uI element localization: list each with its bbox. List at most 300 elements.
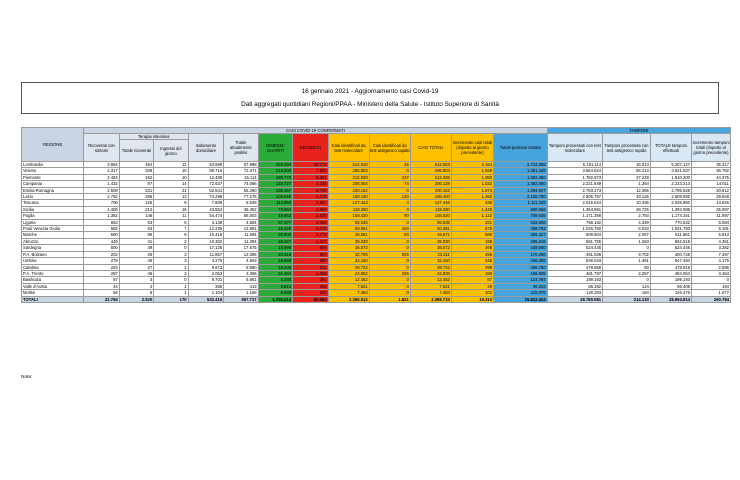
value-cell: 2.886: [691, 264, 730, 270]
value-cell: 0: [369, 187, 410, 193]
value-cell: 108.430: [328, 213, 369, 219]
region-cell: Sardegna: [22, 245, 84, 251]
header-ti-totale: Totale ricoverati: [119, 140, 153, 162]
value-cell: 291: [293, 277, 329, 283]
value-cell: 4.603: [224, 258, 258, 264]
value-cell: 127.443: [328, 200, 369, 206]
value-cell: 22.784: [84, 296, 120, 302]
header-incremento-casi: Incremento casi totali (rispetto al giorno precedente): [451, 134, 493, 162]
value-cell: 9.702: [603, 251, 651, 257]
value-cell: 7.932: [293, 168, 329, 174]
value-cell: 199.193: [650, 277, 691, 283]
value-cell: 216.500: [258, 168, 292, 174]
header-dimessi: DIMESSI/ GUARITI: [258, 134, 292, 162]
value-cell: 0: [603, 245, 651, 251]
value-cell: 69.716: [188, 168, 224, 174]
value-cell: 1.364: [603, 181, 651, 187]
value-cell: 184: [603, 290, 651, 296]
value-cell: 0: [369, 245, 410, 251]
value-cell: 12.085: [224, 251, 258, 257]
header-region: REGIONE: [22, 128, 84, 162]
value-cell: 11.094: [224, 232, 258, 238]
value-cell: 28.780.581: [547, 296, 603, 302]
value-cell: 80.683: [293, 296, 329, 302]
value-cell: 10: [154, 174, 188, 180]
value-cell: 170.250: [494, 251, 548, 257]
value-cell: 5.280: [258, 277, 292, 283]
value-cell: 7.621: [410, 283, 451, 289]
value-cell: 20.812: [691, 187, 730, 193]
value-cell: 65.535: [410, 219, 451, 225]
value-cell: 562.518: [650, 238, 691, 244]
value-cell: 2.508: [84, 187, 120, 193]
value-cell: 1.810.200: [650, 174, 691, 180]
value-cell: 44: [84, 283, 120, 289]
value-cell: 1.168: [224, 290, 258, 296]
region-cell: P.A. Bolzano: [22, 251, 84, 257]
value-cell: 2.464: [84, 174, 120, 180]
value-cell: 4.276: [188, 258, 224, 264]
value-cell: 2.793: [603, 213, 651, 219]
value-cell: 807: [293, 251, 329, 257]
value-cell: 296.803: [410, 168, 451, 174]
value-cell: 124.764: [494, 277, 548, 283]
value-cell: 557.717: [224, 296, 258, 302]
value-cell: 28.427: [258, 238, 292, 244]
value-cell: 413: [224, 283, 258, 289]
value-cell: 36.762: [691, 168, 730, 174]
value-cell: 2.752: [84, 194, 120, 200]
value-cell: 0: [154, 245, 188, 251]
region-cell: Sicilia: [22, 206, 84, 212]
value-cell: 57.377: [258, 219, 292, 225]
value-cell: 29: [451, 283, 493, 289]
value-cell: 231: [119, 187, 153, 193]
value-cell: 66.282: [547, 283, 603, 289]
value-cell: 49: [119, 245, 153, 251]
value-cell: 260.784: [691, 296, 730, 302]
value-cell: 2.722.288: [494, 162, 548, 168]
value-cell: 1.281.448: [494, 168, 548, 174]
value-cell: 0: [369, 277, 410, 283]
covid-data-table: [21, 127, 731, 303]
value-cell: 48.591: [328, 232, 369, 238]
region-cell: Abruzzo: [22, 238, 84, 244]
value-cell: 8.381: [293, 174, 329, 180]
value-cell: 7.808: [188, 200, 224, 206]
value-cell: 1.393.086: [650, 206, 691, 212]
value-cell: 127.446: [410, 200, 451, 206]
value-cell: 1.171.368: [547, 213, 603, 219]
value-cell: 200.152: [410, 187, 451, 193]
header-molecolare: Casi identificati da test molecolare: [328, 134, 369, 162]
value-cell: 0: [369, 206, 410, 212]
value-cell: 561.755: [547, 238, 603, 244]
value-cell: 2.070: [293, 226, 329, 232]
value-cell: 478.858: [547, 264, 603, 270]
page-title: 16 gennaio 2021 - Aggiornamento casi Covid-19: [301, 88, 439, 95]
value-cell: 206.054: [328, 181, 369, 187]
value-cell: 11.857: [188, 251, 224, 257]
value-cell: 875: [451, 226, 493, 232]
value-cell: 90: [369, 213, 410, 219]
value-cell: 547.494: [650, 258, 691, 264]
value-cell: 54.474: [188, 213, 224, 219]
value-cell: 0: [369, 264, 410, 270]
value-cell: 97: [119, 181, 153, 187]
value-cell: 115.076: [494, 290, 548, 296]
value-cell: 12.452: [328, 277, 369, 283]
value-cell: 35.317: [691, 162, 730, 168]
value-cell: 49.671: [410, 232, 451, 238]
region-cell: Molise: [22, 290, 84, 296]
value-cell: 456: [451, 251, 493, 257]
value-cell: 3: [369, 200, 410, 206]
value-cell: 2.155.760: [494, 194, 548, 200]
value-cell: 1.482.060: [494, 181, 548, 187]
value-cell: 481.797: [547, 270, 603, 276]
value-cell: 1.317: [293, 238, 329, 244]
header-persone-testate: Totale persone testate: [494, 134, 548, 162]
value-cell: 266.388: [494, 258, 548, 264]
value-cell: 3.621.037: [650, 168, 691, 174]
value-cell: 60.381: [410, 226, 451, 232]
value-cell: 2.257: [603, 270, 651, 276]
value-cell: 2.509.082: [650, 194, 691, 200]
value-cell: 1.432: [84, 181, 120, 187]
value-cell: 0: [369, 168, 410, 174]
value-cell: 1.782.973: [547, 174, 603, 180]
region-cell: Emilia-Romagna: [22, 187, 84, 193]
region-cell: TOTALI: [22, 296, 84, 302]
region-cell: Puglia: [22, 213, 84, 219]
value-cell: 1.821: [369, 296, 410, 302]
value-cell: 57.998: [224, 162, 258, 168]
value-cell: 5.813: [691, 232, 730, 238]
value-cell: 39.030: [410, 238, 451, 244]
value-cell: 24.682: [328, 270, 369, 276]
value-cell: 368.762: [494, 226, 548, 232]
value-cell: 12.981: [224, 226, 258, 232]
value-cell: 1.446: [451, 206, 493, 212]
value-cell: 1.263: [603, 238, 651, 244]
value-cell: 200.152: [328, 187, 369, 193]
value-cell: 8: [154, 200, 188, 206]
note-label: Note:: [21, 375, 33, 380]
value-cell: 33.211: [410, 251, 451, 257]
value-cell: 1.031.793: [650, 226, 691, 232]
value-cell: 0: [691, 277, 730, 283]
value-cell: 25.097: [691, 206, 730, 212]
value-cell: 199.193: [547, 277, 603, 283]
value-cell: 66.406: [650, 283, 691, 289]
value-cell: 0: [369, 238, 410, 244]
value-cell: 609.804: [547, 232, 603, 238]
value-cell: 1.077: [691, 290, 730, 296]
value-cell: 7.483: [328, 290, 369, 296]
value-cell: 59.961: [328, 226, 369, 232]
value-cell: 27.228: [603, 174, 651, 180]
header-terapia-intensiva: Terapia intensiva: [119, 134, 188, 140]
value-cell: 74.066: [224, 181, 258, 187]
value-cell: 0: [154, 277, 188, 283]
value-cell: 11.394: [224, 238, 258, 244]
value-cell: 212: [119, 206, 153, 212]
value-cell: 12: [154, 162, 188, 168]
value-cell: 689: [293, 258, 329, 264]
value-cell: 12.488: [188, 174, 224, 180]
value-cell: 0: [369, 258, 410, 264]
value-cell: 194: [691, 283, 730, 289]
value-cell: 449: [84, 238, 120, 244]
value-cell: 546.043: [547, 258, 603, 264]
value-cell: 7.483: [410, 290, 451, 296]
header-attualmente-positivi: Totale attualmente positivi: [224, 134, 258, 162]
region-cell: Basilicata: [22, 277, 84, 283]
value-cell: 16.013: [603, 162, 651, 168]
value-cell: 2.026.960: [650, 200, 691, 206]
value-cell: 1.451: [603, 258, 651, 264]
value-cell: 1.532: [451, 181, 493, 187]
value-cell: 245: [451, 258, 493, 264]
value-cell: 3.664: [84, 162, 120, 168]
value-cell: 45.328: [258, 226, 292, 232]
value-cell: 532.415: [188, 296, 224, 302]
value-cell: 3.564.824: [547, 168, 603, 174]
value-cell: 9.673: [188, 264, 224, 270]
value-cell: 484.054: [650, 270, 691, 276]
header-tamponi-molecolare: Tamponi processati con test molecolare: [547, 134, 603, 162]
value-cell: 524.445: [650, 245, 691, 251]
value-cell: 3.957: [293, 200, 329, 206]
value-cell: 682: [84, 226, 120, 232]
value-cell: 1.282: [451, 194, 493, 200]
value-cell: 8.705: [293, 187, 329, 193]
value-cell: 2.505.757: [547, 194, 603, 200]
header-tamponi-totale: TOTALE tamponi effettuati: [650, 134, 691, 162]
value-cell: 119.290: [410, 206, 451, 212]
value-cell: 1.674: [451, 187, 493, 193]
value-cell: 14.611: [691, 181, 730, 187]
value-cell: 338: [119, 168, 153, 174]
value-cell: 108.520: [410, 213, 451, 219]
value-cell: 14.526: [691, 200, 730, 206]
header-casi-totali: CASI TOTALI: [410, 134, 451, 162]
value-cell: 590: [84, 232, 120, 238]
value-cell: 321: [451, 219, 493, 225]
value-cell: 29.848: [691, 194, 730, 200]
value-cell: 24.375: [691, 174, 730, 180]
value-cell: 212.265: [410, 174, 451, 180]
value-cell: 6.084: [691, 219, 730, 225]
value-cell: 1.104: [188, 290, 224, 296]
value-cell: 28.725: [603, 206, 651, 212]
value-cell: 2.386: [224, 270, 258, 276]
value-cell: 5.033: [603, 226, 651, 232]
value-cell: 63: [119, 219, 153, 225]
value-cell: 296.803: [328, 168, 369, 174]
value-cell: 21.494: [258, 270, 292, 276]
region-cell: Calabria: [22, 264, 84, 270]
value-cell: 2.057: [603, 232, 651, 238]
value-cell: 436: [451, 200, 493, 206]
value-cell: 74.298: [188, 194, 224, 200]
value-cell: 2.016.624: [547, 200, 603, 206]
value-cell: 15.114: [224, 174, 258, 180]
value-cell: 898: [293, 245, 329, 251]
value-cell: 8: [154, 232, 188, 238]
region-cell: Valle d'Aosta: [22, 283, 84, 289]
value-cell: 1.364.861: [547, 206, 603, 212]
value-cell: 32.150: [410, 258, 451, 264]
value-cell: 10.336: [603, 200, 651, 206]
value-cell: 188.770: [258, 174, 292, 180]
value-cell: 170: [154, 296, 188, 302]
region-cell: Liguria: [22, 219, 84, 225]
value-cell: 900.666: [494, 206, 548, 212]
region-cell: Campania: [22, 181, 84, 187]
value-cell: 293: [84, 264, 120, 270]
value-cell: 18.200: [258, 264, 292, 270]
value-cell: 10: [154, 168, 188, 174]
value-cell: 28.722: [328, 264, 369, 270]
value-cell: 12.452: [410, 277, 451, 283]
region-cell: Toscana: [22, 200, 84, 206]
value-cell: 770.532: [650, 219, 691, 225]
value-cell: 1: [154, 264, 188, 270]
value-cell: 4.351: [691, 238, 730, 244]
value-cell: 16.999: [258, 245, 292, 251]
value-cell: 3.464: [691, 270, 730, 276]
value-cell: 1.772: [293, 232, 329, 238]
value-cell: 1.052.390: [494, 174, 548, 180]
value-cell: 125: [119, 200, 153, 206]
value-cell: 3.335: [293, 181, 329, 187]
value-cell: 2.368.733: [410, 296, 451, 302]
value-cell: 342.608: [494, 219, 548, 225]
value-cell: 119.290: [328, 206, 369, 212]
value-cell: 0: [603, 277, 651, 283]
value-cell: 126.293: [547, 290, 603, 296]
value-cell: 24.938: [410, 270, 451, 276]
value-cell: 3.282: [691, 245, 730, 251]
value-cell: 8: [119, 290, 153, 296]
header-antigenico: Casi identificati da test antigenico rapido: [369, 134, 410, 162]
value-cell: 611.861: [650, 232, 691, 238]
value-cell: 7: [154, 226, 188, 232]
value-cell: 72.537: [188, 181, 224, 187]
value-cell: 709.646: [494, 213, 548, 219]
value-cell: 188.400: [410, 194, 451, 200]
value-cell: 4.175: [691, 258, 730, 264]
value-cell: 56: [84, 290, 120, 296]
value-cell: 400.728: [650, 251, 691, 257]
value-cell: 532: [293, 264, 329, 270]
value-cell: 2.221.849: [547, 181, 603, 187]
value-cell: 653: [84, 219, 120, 225]
value-cell: 4.138: [188, 219, 224, 225]
value-cell: 8.639: [224, 200, 258, 206]
value-cell: 41: [119, 238, 153, 244]
value-cell: 0: [369, 283, 410, 289]
value-cell: 70.884: [258, 206, 292, 212]
value-cell: 35.572: [410, 245, 451, 251]
value-cell: 21: [154, 187, 188, 193]
value-cell: 55.280: [224, 187, 258, 193]
value-cell: 128.727: [258, 181, 292, 187]
region-cell: Lazio: [22, 194, 84, 200]
value-cell: 196: [451, 238, 493, 244]
value-cell: 16: [154, 206, 188, 212]
value-cell: 27: [119, 264, 153, 270]
value-cell: 420: [369, 226, 410, 232]
value-cell: 28.722: [410, 264, 451, 270]
value-cell: 17.675: [224, 245, 258, 251]
value-cell: 10.418: [188, 232, 224, 238]
region-cell: Umbria: [22, 258, 84, 264]
value-cell: 49: [119, 258, 153, 264]
value-cell: 237: [369, 174, 410, 180]
totals-row: [22, 296, 731, 302]
value-cell: 2.825: [293, 213, 329, 219]
value-cell: 11: [154, 213, 188, 219]
value-cell: 80: [369, 232, 410, 238]
value-cell: 136.167: [258, 187, 292, 193]
value-cell: 3: [154, 270, 188, 276]
value-cell: 32.706: [328, 251, 369, 257]
value-cell: 87: [451, 277, 493, 283]
value-cell: 706: [84, 200, 120, 206]
value-cell: 6.085: [258, 290, 292, 296]
value-cell: 60: [603, 264, 651, 270]
value-cell: 439.060: [494, 245, 548, 251]
value-cell: 1.294.547: [494, 187, 548, 193]
value-cell: 2.783.273: [547, 187, 603, 193]
value-cell: 366.327: [494, 232, 548, 238]
header-isolamento: Isolamento domiciliare: [188, 134, 224, 162]
value-cell: 14: [154, 181, 188, 187]
value-cell: 2.223.213: [650, 181, 691, 187]
header-tamponi-incremento: Incremento tamponi totali (rispetto al giorno precedente): [691, 134, 730, 162]
value-cell: 1.174.161: [650, 213, 691, 219]
value-cell: 26.858: [258, 258, 292, 264]
value-cell: 3.304: [293, 219, 329, 225]
value-cell: 202: [84, 251, 120, 257]
value-cell: 2.795.628: [650, 187, 691, 193]
value-cell: 230: [293, 290, 329, 296]
value-cell: 186: [451, 270, 493, 276]
value-cell: 53.880: [188, 162, 224, 168]
value-cell: 696: [451, 232, 493, 238]
region-cell: Veneto: [22, 168, 84, 174]
value-cell: 45.452: [224, 206, 258, 212]
value-cell: 162: [119, 174, 153, 180]
header-tamponi-antigenico: Tamponi processati con test antigenico rapido: [603, 134, 651, 162]
value-cell: 2: [154, 238, 188, 244]
value-cell: 49.662: [258, 213, 292, 219]
value-cell: 287: [84, 270, 120, 276]
value-cell: 43.854: [188, 206, 224, 212]
value-cell: 6.701: [188, 277, 224, 283]
value-cell: 1.111.228: [494, 200, 548, 206]
value-cell: 10.302: [188, 238, 224, 244]
value-cell: 214.133: [603, 296, 651, 302]
value-cell: 1.406: [84, 206, 120, 212]
value-cell: 212.028: [328, 174, 369, 180]
value-cell: 36.805: [258, 232, 292, 238]
value-cell: 2.053: [188, 270, 224, 276]
value-cell: 512.563: [410, 162, 451, 168]
